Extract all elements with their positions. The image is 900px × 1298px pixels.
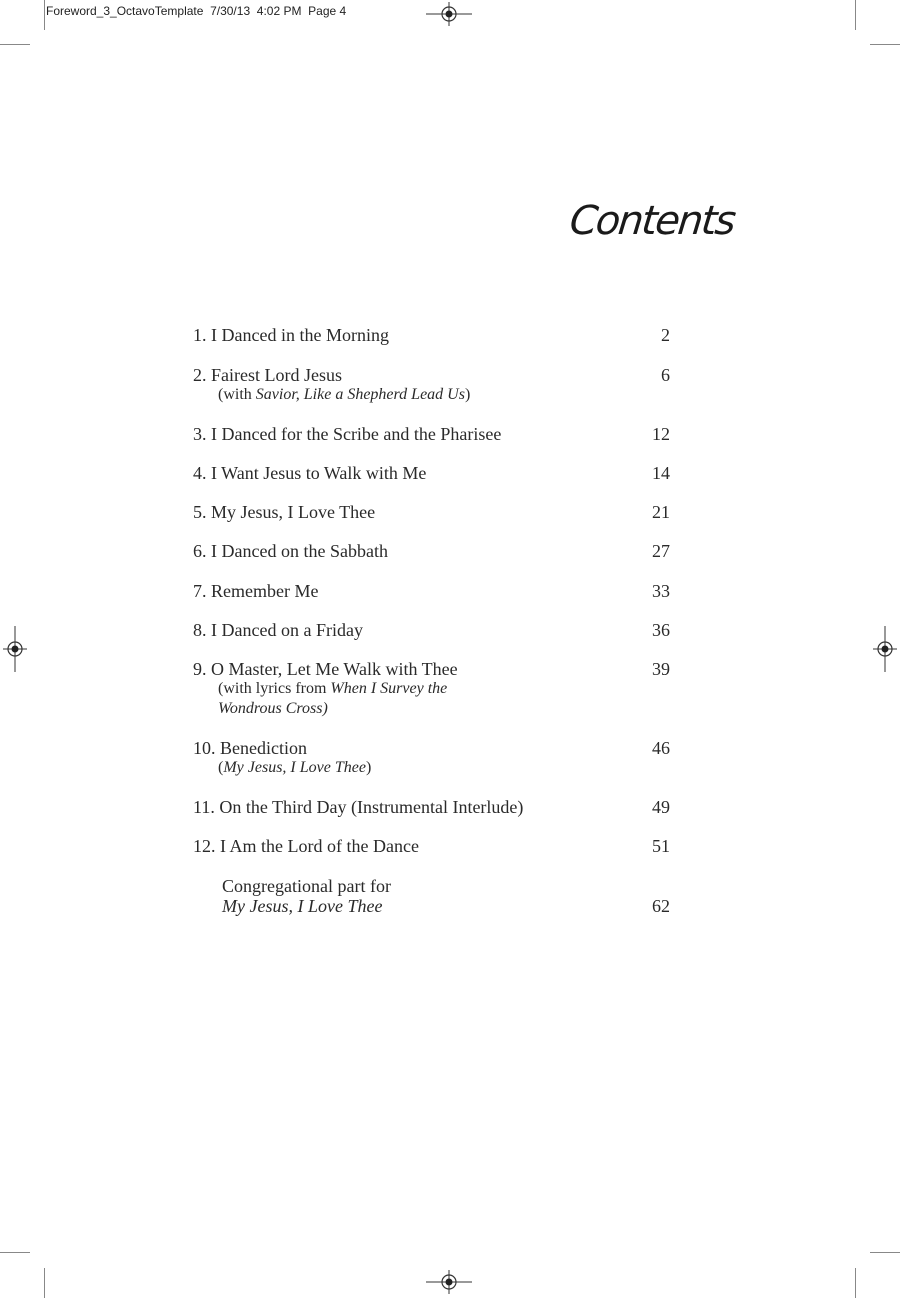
registration-mark-icon <box>3 626 27 672</box>
toc-entry-page: 36 <box>652 620 670 640</box>
crop-mark <box>0 44 30 45</box>
toc-entry-title: 7. Remember Me <box>193 581 319 601</box>
toc-entry-title: 9. O Master, Let Me Walk with Thee <box>193 659 458 679</box>
crop-mark <box>44 1268 45 1298</box>
toc-entry-subtitle: Wondrous Cross) <box>218 700 328 717</box>
crop-mark <box>870 44 900 45</box>
toc-entry-page: 49 <box>652 797 670 817</box>
registration-mark-icon <box>873 626 897 672</box>
toc-entry-page: 14 <box>652 463 670 483</box>
toc-entry-title: 6. I Danced on the Sabbath <box>193 541 388 561</box>
toc-entry-page: 2 <box>661 325 670 345</box>
print-slug: Foreword_3_OctavoTemplate 7/30/13 4:02 PM Page 4 <box>46 4 347 18</box>
toc-entry-title: 11. On the Third Day (Instrumental Interlude) <box>193 797 524 817</box>
toc-entry-subtitle: (with lyrics from When I Survey the <box>218 680 448 697</box>
crop-mark <box>870 1252 900 1253</box>
crop-mark <box>855 1268 856 1298</box>
toc-entry-page: 39 <box>652 659 670 679</box>
toc-entry-page: 12 <box>652 424 670 444</box>
registration-mark-icon <box>426 1270 472 1294</box>
toc-entry-page: 27 <box>652 541 670 561</box>
toc-entry-page: 21 <box>652 502 670 522</box>
crop-mark <box>855 0 856 30</box>
toc-entry-subtitle: (My Jesus, I Love Thee) <box>218 759 372 776</box>
page-title: Contents <box>567 198 737 244</box>
toc-entry-title: 5. My Jesus, I Love Thee <box>193 502 376 522</box>
toc-entry-title: 1. I Danced in the Morning <box>193 325 389 345</box>
toc-entry-page: 6 <box>661 365 670 385</box>
toc-entry-page: 51 <box>652 836 670 856</box>
toc-entry-subtitle: (with Savior, Like a Shepherd Lead Us) <box>218 386 471 403</box>
registration-mark-icon <box>426 2 472 26</box>
crop-mark <box>0 1252 30 1253</box>
toc-entry-page: 46 <box>652 738 670 758</box>
toc-entry-title: 2. Fairest Lord Jesus <box>193 365 342 385</box>
toc-entry-title: 4. I Want Jesus to Walk with Me <box>193 463 427 483</box>
toc-entry-title: 8. I Danced on a Friday <box>193 620 363 640</box>
toc-entry-title: 10. Benediction <box>193 738 307 758</box>
toc-entry-title: 12. I Am the Lord of the Dance <box>193 836 419 856</box>
toc-entry-title: 3. I Danced for the Scribe and the Pharisee <box>193 424 502 444</box>
toc-entry-subtitle: My Jesus, I Love Thee <box>222 896 383 916</box>
toc-entry-page: 33 <box>652 581 670 601</box>
crop-mark <box>44 0 45 30</box>
toc-entry-title: Congregational part for <box>222 876 391 896</box>
toc-entry-page: 62 <box>652 896 670 916</box>
